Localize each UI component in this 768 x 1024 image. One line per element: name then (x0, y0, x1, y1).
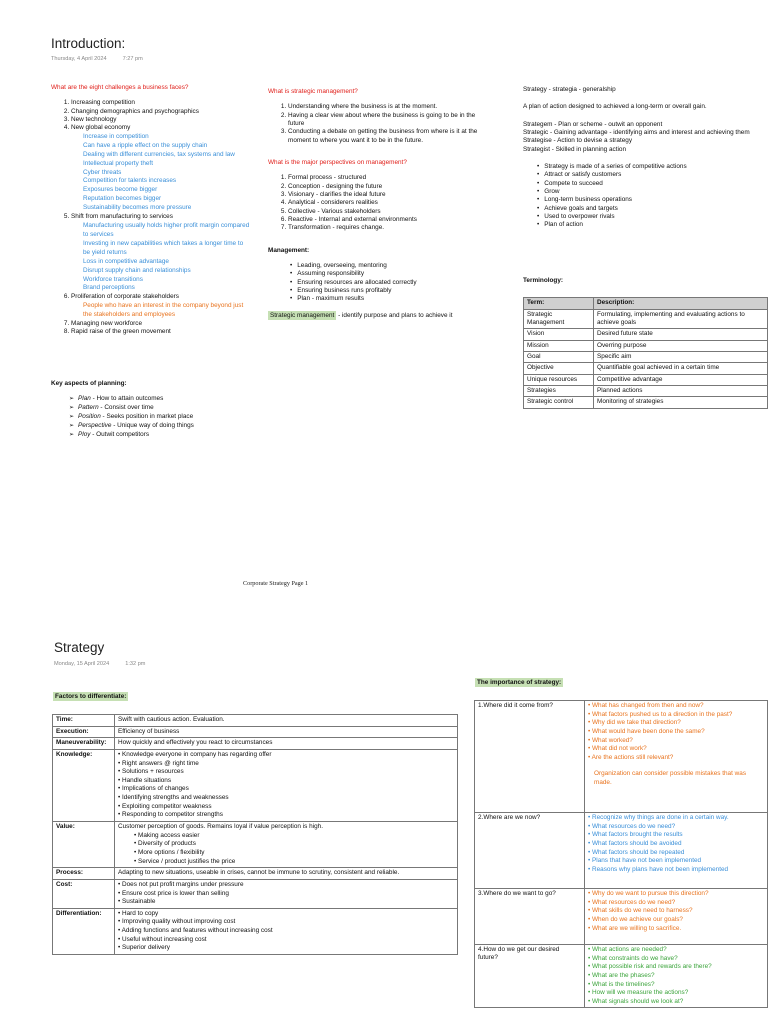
page-title: Introduction: (51, 36, 126, 51)
strategy-def: Strategise - Action to devise a strategy (523, 137, 633, 145)
challenge-item (71, 320, 251, 328)
factor-content (115, 822, 458, 868)
perspective-item: 1. Formal process - structured (288, 174, 493, 182)
factor-line: Adapting to new situations, useable in crises, cannot be immune to scrutiny, consistent and reliable. (118, 869, 400, 877)
terminology-table (523, 297, 768, 408)
term-cell: Strategic control (524, 397, 594, 408)
factor-line: • Exploiting competitor weakness (118, 802, 212, 810)
challenge-sublist (63, 133, 251, 214)
term-row (524, 351, 768, 362)
importance-row (475, 945, 768, 1008)
importance-line: • What resources do we need? (588, 822, 676, 830)
factor-line: • Solutions + resources (118, 768, 184, 776)
importance-line: • How will we measure the actions? (588, 989, 689, 997)
factor-line: • Sustainable (118, 898, 156, 906)
term-row (524, 363, 768, 374)
importance-line: • What constraints do we have? (588, 954, 678, 962)
importance-line: • What would have been done the same? (588, 727, 705, 735)
planning-heading: Key aspects of planning: (51, 380, 127, 387)
management-item: • Ensuring resources are allocated correctly (290, 279, 493, 287)
importance-line: • What possible risk and rewards are there? (588, 963, 712, 971)
strategy-bullet: • Compete to succeed (537, 180, 768, 188)
planning-section (51, 380, 251, 439)
sm-item: 1. Understanding where the business is at the moment. (288, 103, 493, 111)
planning-term: Perspective (78, 421, 112, 429)
term-cell: Mission (524, 340, 594, 351)
challenge-item (71, 293, 251, 319)
strategy-meaning: A plan of action designed to achieved a long-term or overall gain. (523, 103, 707, 111)
challenge-sublist (63, 222, 251, 294)
term-cell: Unique resources (524, 374, 594, 385)
planning-desc: - Consist over time (98, 404, 154, 412)
challenge-sublist (63, 302, 251, 320)
factor-line: • Handle situations (118, 776, 172, 784)
date-text: Thursday, 4 April 2024 (51, 56, 107, 62)
desc-col-header: Description: (594, 298, 768, 309)
sm-item: 3. Conducting a debate on getting the business from where is it at the moment to where you want it to be in the future. (288, 128, 493, 145)
factor-line: Efficiency of business (118, 727, 180, 735)
planning-term: Pattern (78, 404, 99, 412)
perspective-item: 6. Reactive - Internal and external environments (288, 216, 493, 224)
management-item: • Plan - maximum results (290, 295, 493, 303)
strategy-bullet: • Long-term business operations (537, 196, 768, 204)
term-desc-cell: Quantifiable goal achieved in a certain time (594, 363, 768, 374)
factor-label: Process: (53, 868, 115, 880)
time-text: 7:27 pm (122, 56, 143, 62)
importance-table (474, 700, 768, 1008)
importance-answers (585, 813, 768, 889)
strategy-def: Strategist - Skilled in planning action (523, 145, 627, 153)
factor-content (115, 879, 458, 908)
importance-line: • When do we achieve our goals? (588, 915, 683, 923)
term-cell: Objective (524, 363, 594, 374)
term-row (524, 340, 768, 351)
factor-line: • Identifying strengths and weaknesses (118, 794, 229, 802)
challenge-item (71, 108, 251, 116)
challenge-text: Increasing competition (71, 99, 135, 107)
challenge-item (71, 124, 251, 213)
importance-line: • What factors pushed us to a direction in the past? (588, 710, 733, 718)
importance-line: • What resources do we need? (588, 898, 676, 906)
perspective-item: 5. Collective - Various stakeholders (288, 208, 493, 216)
factor-row (53, 715, 458, 727)
importance-line: • Plans that have not been implemented (588, 857, 702, 865)
importance-row (475, 889, 768, 945)
sm-item: 2. Having a clear view about where the business is going to be in the future (288, 112, 493, 129)
term-row (524, 374, 768, 385)
factor-content (115, 738, 458, 750)
importance-line: • What factors brought the results (588, 831, 683, 839)
term-desc-cell: Planned actions (594, 385, 768, 396)
planning-item (69, 404, 251, 413)
planning-term: Ploy (78, 430, 91, 438)
perspective-item: 3. Visionary - clarifies the ideal future (288, 191, 493, 199)
challenge-subitem: Intellectual property theft (83, 159, 153, 167)
strategy-definition-section (523, 86, 768, 230)
factor-content (115, 749, 458, 821)
planning-desc: - Unique way of doing things (111, 421, 194, 429)
factor-label: Knowledge: (53, 749, 115, 821)
factor-row (53, 726, 458, 738)
term-row (524, 329, 768, 340)
challenge-subitem: Brand perceptions (83, 284, 135, 292)
challenge-subitem: Increase in competition (83, 132, 149, 140)
factor-line: • Does not put profit margins under pressure (118, 880, 244, 888)
term-desc-cell: Monitoring of strategies (594, 397, 768, 408)
perspective-item: 2. Conception - designing the future (288, 183, 493, 191)
factor-subline: • Diversity of products (134, 840, 196, 848)
challenge-subitem: Workforce transitions (83, 275, 143, 283)
challenge-text: New technology (71, 115, 117, 123)
planning-item (69, 395, 251, 404)
importance-row (475, 701, 768, 813)
sm-question: What is strategic management? (268, 88, 358, 95)
challenge-item (71, 116, 251, 124)
challenge-subitem: Manufacturing usually holds higher profit margin compared to services (83, 221, 250, 238)
challenges-heading: What are the eight challenges a business faces? (51, 84, 189, 91)
term-desc-cell: Overring purpose (594, 340, 768, 351)
strategy-bullet: • Achieve goals and targets (537, 205, 768, 213)
factor-line: Customer perception of goods. Remains loyal if value perception is high. (118, 823, 323, 831)
term-cell: Strategic Management (524, 309, 594, 329)
challenge-subitem: Can have a ripple effect on the supply chain (83, 141, 208, 149)
factor-subline: • Making access easier (134, 831, 200, 839)
perspective-item: 7. Transformation - requires change. (288, 224, 493, 232)
factor-row (53, 738, 458, 750)
factor-subline: • Service / product justifies the price (134, 857, 236, 865)
factors-table (52, 714, 458, 955)
importance-row (475, 813, 768, 889)
term-desc-cell: Formulating, implementing and evaluating actions to achieve goals (594, 309, 768, 329)
challenge-text: Shift from manufacturing to services (71, 213, 173, 221)
strategic-management-section (268, 88, 493, 320)
importance-line: • What is the timelines? (588, 980, 655, 988)
factor-line: • Implications of changes (118, 785, 189, 793)
planning-desc: - Outwit competitors (90, 430, 150, 438)
factor-row (53, 908, 458, 954)
planning-item (69, 422, 251, 431)
strategy-bullet: • Plan of action (537, 221, 768, 229)
importance-line: • What are the phases? (588, 971, 655, 979)
terminology-section (523, 277, 768, 409)
sm-list (268, 103, 493, 145)
sm-term: Strategic management (270, 311, 335, 319)
importance-line: • What skills do we need to harness? (588, 907, 693, 915)
factor-content (115, 726, 458, 738)
planning-desc: - Seeks position in market place (100, 412, 194, 420)
factor-line: • Superior delivery (118, 944, 170, 952)
importance-line: • What did not work? (588, 745, 647, 753)
importance-line: • What actions are needed? (588, 946, 667, 953)
importance-heading (475, 679, 563, 687)
importance-line: • What signals should we look at? (588, 997, 684, 1005)
challenge-subitem: Investing in new capabilities which takes a longer time to be yield returns (83, 239, 244, 256)
factor-line: • Right answers @ right time (118, 759, 199, 767)
factor-label: Cost: (53, 879, 115, 908)
importance-question: 4.How do we get our desired future? (475, 945, 585, 1008)
factor-content (115, 908, 458, 954)
term-row (524, 397, 768, 408)
term-cell: Goal (524, 351, 594, 362)
factor-line: • Useful without increasing cost (118, 935, 207, 943)
strategy-def: Strategic - Gaining advantage - identifying aims and interest and achieving them (523, 128, 750, 136)
challenge-text: New global economy (71, 124, 131, 132)
factor-line: • Responding to competitor strengths (118, 811, 223, 819)
planning-desc: - How to attain outcomes (90, 395, 164, 403)
importance-line: • What factors should be repeated (588, 848, 685, 856)
planning-list (51, 395, 251, 439)
challenge-text: Proliferation of corporate stakeholders (71, 293, 179, 301)
factor-line: • Ensure cost price is lower than selling (118, 889, 229, 897)
factor-label: Value: (53, 822, 115, 868)
importance-question: 1.Where did it come from? (475, 701, 585, 813)
factor-line: • Hard to copy (118, 909, 159, 917)
strategy-def: Strategem - Plan or scheme - outwit an opponent (523, 120, 663, 128)
challenge-text: Rapid raise of the green movement (71, 328, 171, 336)
importance-line: • What are we willing to sacrifice. (588, 924, 682, 932)
term-desc-cell: Specific aim (594, 351, 768, 362)
factor-line: • Adding functions and features without increasing cost (118, 927, 273, 935)
importance-section (474, 700, 768, 1008)
challenge-text: Changing demographics and psychographics (71, 107, 199, 115)
factor-label: Time: (53, 715, 115, 727)
sm-definition (268, 312, 493, 320)
perspective-item: 4. Analytical - considerers realities (288, 199, 493, 207)
challenge-subitem: Exposures become bigger (83, 186, 158, 194)
planning-term: Position (78, 412, 101, 420)
term-desc-cell: Competitive advantage (594, 374, 768, 385)
strategy-bullet: • Used to overpower rivals (537, 213, 768, 221)
importance-line: • Why did we take that direction? (588, 719, 681, 727)
term-desc-cell: Desired future state (594, 329, 768, 340)
importance-line: • Recognize why things are done in a certain way. (588, 814, 729, 821)
perspectives-question: What is the major perspectives on management? (268, 158, 407, 166)
challenge-text: Managing new workforce (71, 319, 143, 327)
term-row (524, 385, 768, 396)
importance-line: • Are the actions still relevant? (588, 753, 674, 761)
term-cell: Strategies (524, 385, 594, 396)
term-col-header: Term: (524, 298, 594, 309)
challenge-subitem: People who have an interest in the company beyond just the stakeholders and employees (83, 301, 244, 318)
perspectives-list (268, 174, 493, 232)
term-cell: Vision (524, 329, 594, 340)
factor-row (53, 822, 458, 868)
factor-line: Swift with cautious action. Evaluation. (118, 716, 225, 723)
management-item: • Assuming responsibility (290, 270, 493, 278)
strategy-bullets (523, 163, 768, 230)
factor-row (53, 749, 458, 821)
strategy-bullet: • Grow (537, 188, 768, 196)
factor-row (53, 868, 458, 880)
importance-answers (585, 889, 768, 945)
factor-row (53, 879, 458, 908)
date2-text: Monday, 15 April 2024 (54, 661, 110, 667)
importance-line: • What has changed from then and now? (588, 702, 704, 709)
page2-date (54, 661, 161, 668)
challenge-item (71, 328, 251, 336)
factor-line: • Knowledge everyone in company has regarding offer (118, 750, 272, 758)
factors-section (52, 714, 458, 955)
challenge-subitem: Sustainability becomes more pressure (83, 204, 192, 212)
challenge-subitem: Reputation becomes bigger (83, 195, 162, 203)
factor-line: • Improving quality without improving cost (118, 918, 236, 926)
challenges-section (51, 84, 251, 336)
importance-line: • What worked? (588, 736, 633, 744)
page2-title: Strategy (54, 640, 105, 655)
page-footer: Corporate Strategy Page 1 (243, 580, 309, 587)
importance-line: • Reasons why plans have not been implemented (588, 865, 729, 873)
strategy-bullet: • Attract or satisfy customers (537, 171, 768, 179)
importance-line: • Why do we want to pursue this direction? (588, 890, 709, 897)
factor-label: Differentiation: (53, 908, 115, 954)
importance-answers (585, 701, 768, 813)
importance-heading-text: The importance of strategy: (477, 679, 562, 686)
challenge-subitem: Dealing with different currencies, tax systems and law (83, 150, 235, 158)
factor-subline: • More options / flexibility (134, 848, 205, 856)
planning-item (69, 413, 251, 422)
terminology-heading: Terminology: (523, 277, 564, 284)
factor-content (115, 868, 458, 880)
term-row (524, 309, 768, 329)
page-date (51, 56, 159, 63)
challenge-subitem: Cyber threats (83, 168, 122, 176)
sm-desc: - identify purpose and plans to achieve it (336, 311, 453, 319)
strategy-defs (523, 121, 768, 154)
challenge-item (71, 213, 251, 293)
importance-line: • What factors should be avoided (588, 839, 682, 847)
challenge-item (71, 99, 251, 107)
management-item: • Ensuring business runs profitably (290, 287, 493, 295)
challenges-list (51, 99, 251, 336)
strategy-bullet: • Strategy is made of a series of competitive actions (537, 163, 768, 171)
management-heading: Management: (268, 246, 310, 254)
importance-question: 3.Where do we want to go? (475, 889, 585, 945)
importance-question: 2.Where are we now? (475, 813, 585, 889)
factors-heading (53, 693, 128, 701)
management-list (268, 262, 493, 304)
planning-item (69, 431, 251, 440)
importance-note: Organization can consider possible mistakes that was made. (594, 770, 747, 787)
management-item: • Leading, overseeing, mentoring (290, 262, 493, 270)
factor-content (115, 715, 458, 727)
factor-line: How quickly and effectively you react to circumstances (118, 739, 273, 747)
strategy-etymology: Strategy - strategia - generalship (523, 86, 616, 93)
factor-label: Maneuverability: (53, 738, 115, 750)
planning-term: Plan (78, 395, 91, 403)
importance-answers (585, 945, 768, 1008)
factors-heading-text: Factors to differentiate: (55, 693, 127, 700)
challenge-subitem: Disrupt supply chain and relationships (83, 266, 191, 274)
factor-label: Execution: (53, 726, 115, 738)
challenge-subitem: Loss in competitive advantage (83, 257, 169, 265)
time2-text: 1:32 pm (125, 661, 146, 667)
challenge-subitem: Competition for talents increases (83, 177, 177, 185)
